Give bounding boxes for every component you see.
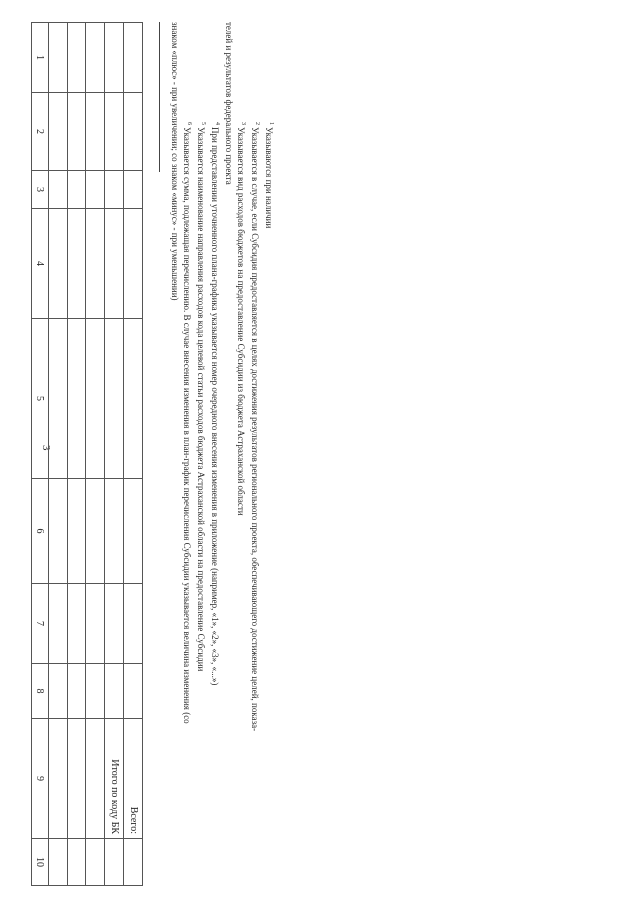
column-number-cell: 2 — [32, 93, 49, 171]
subsidy-transfer-schedule-table — [31, 22, 143, 886]
footnote-separator — [159, 22, 160, 172]
table-cell — [124, 839, 143, 886]
table-cell — [86, 23, 105, 93]
table-cell — [105, 479, 124, 584]
table-cell — [105, 93, 124, 171]
table-cell — [124, 93, 143, 171]
footnote-text: Указывается в случае, если Субсидия предоставляется в целях достижения результатов регионального проекта, обеспечивающего достижение целей, показа- — [250, 127, 260, 732]
footnote-text: Указываются при наличии — [264, 127, 274, 229]
table-cell — [67, 664, 86, 719]
column-number-cell: 8 — [32, 664, 49, 719]
table-cell — [105, 584, 124, 664]
footnote-continuation — [223, 22, 235, 882]
footnote-mark: 2 — [254, 122, 260, 125]
table-cell — [86, 584, 105, 664]
table-cell — [48, 664, 67, 719]
table-cell — [105, 319, 124, 479]
table-cell — [67, 719, 86, 839]
total-by-kbk-label: Итого по коду БК — [105, 719, 124, 839]
table-cell — [67, 171, 86, 209]
table-row — [48, 23, 67, 886]
table-cell — [67, 23, 86, 93]
footnote — [181, 22, 195, 882]
table-cell — [48, 23, 67, 93]
table-cell — [124, 584, 143, 664]
table-cell — [86, 319, 105, 479]
table-cell — [48, 584, 67, 664]
column-number-cell: 10 — [32, 839, 49, 886]
footnote-mark: 1 — [268, 122, 274, 125]
table-cell — [48, 209, 67, 319]
table-cell — [48, 479, 67, 584]
table-cell — [86, 171, 105, 209]
footnote — [209, 22, 223, 882]
footnote-mark: 5 — [200, 122, 206, 125]
table-cell — [86, 209, 105, 319]
table-cell — [124, 319, 143, 479]
table-cell — [124, 23, 143, 93]
table-cell — [124, 664, 143, 719]
footnote-text: телей и результатов федерального проекта — [224, 22, 234, 185]
column-number-cell: 6 — [32, 479, 49, 584]
footnote-mark: 3 — [240, 122, 246, 125]
table-cell — [67, 319, 86, 479]
page-number: 3 — [40, 445, 52, 451]
footnote — [195, 22, 209, 882]
column-number-cell: 3 — [32, 171, 49, 209]
table-cell — [67, 839, 86, 886]
table-cell — [86, 719, 105, 839]
table-cell — [105, 23, 124, 93]
footnote-continuation — [169, 22, 181, 882]
table-cell — [124, 171, 143, 209]
table-cell — [67, 584, 86, 664]
table-cell — [124, 479, 143, 584]
column-number-cell: 5 — [32, 319, 49, 479]
table-cell — [86, 479, 105, 584]
column-number-cell: 4 — [32, 209, 49, 319]
table-cell — [48, 839, 67, 886]
footnote-text: Указывается сумма, подлежащая перечислению. В случае внесения изменения в план-график перечисления Субсидии указывается величина изменения (со — [182, 127, 192, 724]
footnote-text: При представлении уточненного плана-графика указывается номер очередного внесения изменения в приложение (например, «1», «2», «3», «...») — [210, 127, 220, 686]
column-number-cell: 1 — [32, 23, 49, 93]
footnote — [249, 22, 263, 882]
footnote-mark: 4 — [214, 122, 220, 125]
table-cell — [48, 171, 67, 209]
table-cell — [105, 171, 124, 209]
footnote — [263, 22, 277, 882]
table-row — [67, 23, 86, 886]
column-number-row — [32, 23, 49, 886]
table-cell — [67, 209, 86, 319]
column-number-cell: 9 — [32, 719, 49, 839]
table-cell — [48, 319, 67, 479]
column-number-cell: 7 — [32, 584, 49, 664]
table-row — [86, 23, 105, 886]
table-cell — [86, 839, 105, 886]
table-cell — [48, 93, 67, 171]
footnote-text: знаком «плюс» - при увеличении; со знаком «минус» - при уменьшении) — [170, 22, 180, 301]
table-cell — [86, 93, 105, 171]
footnote-text: Указывается вид расходов бюджетов на предоставление Субсидии из бюджета Астраханской области — [236, 127, 246, 516]
table-cell — [67, 93, 86, 171]
table-cell — [105, 839, 124, 886]
footnotes — [169, 22, 277, 882]
table-cell — [48, 719, 67, 839]
grand-total-label: Всего: — [124, 719, 143, 839]
table-cell — [105, 664, 124, 719]
table-row — [105, 23, 124, 886]
footnote-text: Указывается наименование направления расходов кода целевой статьи расходов бюджета Астраханской области на предоставление Субсидии — [196, 127, 206, 672]
table-cell — [124, 209, 143, 319]
footnote-mark: 6 — [186, 122, 192, 125]
table-row — [124, 23, 143, 886]
table-cell — [105, 209, 124, 319]
table-cell — [67, 479, 86, 584]
table-cell — [86, 664, 105, 719]
footnote — [235, 22, 249, 882]
